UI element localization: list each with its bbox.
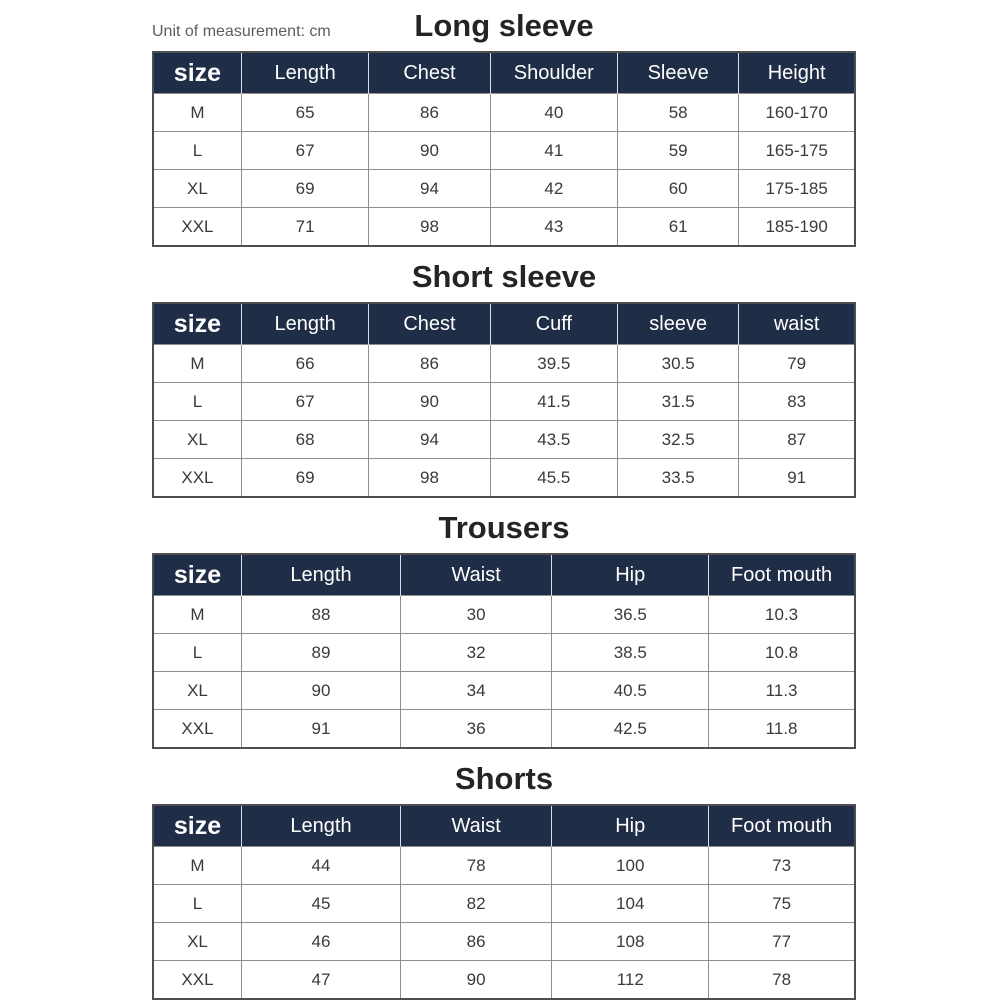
value-cell: 78 [400, 847, 551, 885]
column-header: Height [739, 52, 855, 94]
value-cell: 32 [400, 634, 551, 672]
table-row [153, 710, 855, 749]
value-cell: 77 [709, 923, 855, 961]
value-cell: 67 [241, 132, 368, 170]
column-header: Chest [369, 303, 490, 345]
size-cell: XL [153, 923, 241, 961]
value-cell: 68 [241, 421, 368, 459]
value-cell: 38.5 [552, 634, 709, 672]
value-cell: 88 [241, 596, 400, 634]
value-cell: 83 [739, 383, 855, 421]
size-column-header: size [153, 303, 241, 345]
value-cell: 79 [739, 345, 855, 383]
value-cell: 32.5 [618, 421, 739, 459]
value-cell: 165-175 [739, 132, 855, 170]
value-cell: 36 [400, 710, 551, 749]
value-cell: 82 [400, 885, 551, 923]
section-shorts [152, 755, 856, 1000]
column-header: Length [241, 805, 400, 847]
table-row [153, 459, 855, 498]
value-cell: 69 [241, 459, 368, 498]
value-cell: 41.5 [490, 383, 617, 421]
size-cell: M [153, 847, 241, 885]
size-cell: XXL [153, 710, 241, 749]
column-header: Shoulder [490, 52, 617, 94]
value-cell: 46 [241, 923, 400, 961]
value-cell: 67 [241, 383, 368, 421]
trousers-title-row [152, 504, 856, 553]
value-cell: 39.5 [490, 345, 617, 383]
value-cell: 90 [369, 132, 490, 170]
table-row [153, 923, 855, 961]
value-cell: 41 [490, 132, 617, 170]
column-header: Length [241, 554, 400, 596]
value-cell: 175-185 [739, 170, 855, 208]
header-row [153, 554, 855, 596]
shorts-title: Shorts [454, 761, 554, 796]
table-row [153, 94, 855, 132]
value-cell: 45.5 [490, 459, 617, 498]
value-cell: 112 [552, 961, 709, 1000]
section-trousers [152, 504, 856, 749]
shorts-title-row [152, 755, 856, 804]
column-header: Chest [369, 52, 490, 94]
value-cell: 43.5 [490, 421, 617, 459]
column-header: Foot mouth [709, 805, 855, 847]
size-cell: XL [153, 672, 241, 710]
size-cell: L [153, 132, 241, 170]
value-cell: 104 [552, 885, 709, 923]
value-cell: 73 [709, 847, 855, 885]
size-column-header: size [153, 52, 241, 94]
table-row [153, 208, 855, 247]
value-cell: 58 [618, 94, 739, 132]
size-cell: L [153, 634, 241, 672]
short-sleeve-title: Short sleeve [411, 259, 597, 294]
value-cell: 43 [490, 208, 617, 247]
column-header: Sleeve [618, 52, 739, 94]
value-cell: 108 [552, 923, 709, 961]
size-cell: M [153, 596, 241, 634]
value-cell: 59 [618, 132, 739, 170]
value-cell: 86 [369, 345, 490, 383]
column-header: Waist [400, 805, 551, 847]
value-cell: 34 [400, 672, 551, 710]
value-cell: 33.5 [618, 459, 739, 498]
value-cell: 91 [739, 459, 855, 498]
header-row [153, 805, 855, 847]
value-cell: 42.5 [552, 710, 709, 749]
value-cell: 44 [241, 847, 400, 885]
column-header: Hip [552, 805, 709, 847]
value-cell: 30 [400, 596, 551, 634]
value-cell: 40 [490, 94, 617, 132]
value-cell: 90 [241, 672, 400, 710]
long-sleeve-table [152, 51, 856, 247]
value-cell: 45 [241, 885, 400, 923]
value-cell: 100 [552, 847, 709, 885]
long-sleeve-title-row [152, 0, 856, 51]
column-header: sleeve [618, 303, 739, 345]
value-cell: 75 [709, 885, 855, 923]
size-cell: L [153, 885, 241, 923]
header-row [153, 52, 855, 94]
size-cell: XL [153, 421, 241, 459]
long-sleeve-title: Long sleeve [414, 8, 594, 43]
size-column-header: size [153, 554, 241, 596]
column-header: Length [241, 52, 368, 94]
value-cell: 11.3 [709, 672, 855, 710]
table-row [153, 421, 855, 459]
value-cell: 160-170 [739, 94, 855, 132]
value-cell: 98 [369, 208, 490, 247]
column-header: Waist [400, 554, 551, 596]
trousers-table [152, 553, 856, 749]
value-cell: 40.5 [552, 672, 709, 710]
header-row [153, 303, 855, 345]
trousers-title: Trousers [438, 510, 570, 545]
size-cell: L [153, 383, 241, 421]
table-row [153, 132, 855, 170]
table-row [153, 672, 855, 710]
value-cell: 31.5 [618, 383, 739, 421]
value-cell: 10.3 [709, 596, 855, 634]
value-cell: 89 [241, 634, 400, 672]
column-header: Hip [552, 554, 709, 596]
value-cell: 86 [400, 923, 551, 961]
value-cell: 87 [739, 421, 855, 459]
size-cell: M [153, 345, 241, 383]
value-cell: 61 [618, 208, 739, 247]
table-row [153, 345, 855, 383]
value-cell: 91 [241, 710, 400, 749]
value-cell: 90 [400, 961, 551, 1000]
size-column-header: size [153, 805, 241, 847]
column-header: waist [739, 303, 855, 345]
size-cell: XXL [153, 208, 241, 247]
column-header: Foot mouth [709, 554, 855, 596]
table-row [153, 596, 855, 634]
short-sleeve-table [152, 302, 856, 498]
value-cell: 10.8 [709, 634, 855, 672]
value-cell: 36.5 [552, 596, 709, 634]
value-cell: 78 [709, 961, 855, 1000]
value-cell: 94 [369, 421, 490, 459]
value-cell: 65 [241, 94, 368, 132]
value-cell: 30.5 [618, 345, 739, 383]
value-cell: 71 [241, 208, 368, 247]
value-cell: 11.8 [709, 710, 855, 749]
value-cell: 94 [369, 170, 490, 208]
table-row [153, 885, 855, 923]
shorts-table [152, 804, 856, 1000]
value-cell: 42 [490, 170, 617, 208]
table-row [153, 383, 855, 421]
value-cell: 98 [369, 459, 490, 498]
value-cell: 86 [369, 94, 490, 132]
value-cell: 90 [369, 383, 490, 421]
table-row [153, 634, 855, 672]
table-row [153, 170, 855, 208]
section-short-sleeve [152, 253, 856, 498]
size-chart-content [152, 0, 856, 1000]
size-cell: XL [153, 170, 241, 208]
size-cell: XXL [153, 961, 241, 1000]
table-row [153, 961, 855, 1000]
unit-note: Unit of measurement: cm [152, 23, 331, 40]
column-header: Length [241, 303, 368, 345]
size-cell: XXL [153, 459, 241, 498]
short-sleeve-title-row [152, 253, 856, 302]
value-cell: 66 [241, 345, 368, 383]
value-cell: 47 [241, 961, 400, 1000]
value-cell: 69 [241, 170, 368, 208]
table-row [153, 847, 855, 885]
section-long-sleeve [152, 0, 856, 247]
value-cell: 185-190 [739, 208, 855, 247]
column-header: Cuff [490, 303, 617, 345]
size-cell: M [153, 94, 241, 132]
value-cell: 60 [618, 170, 739, 208]
